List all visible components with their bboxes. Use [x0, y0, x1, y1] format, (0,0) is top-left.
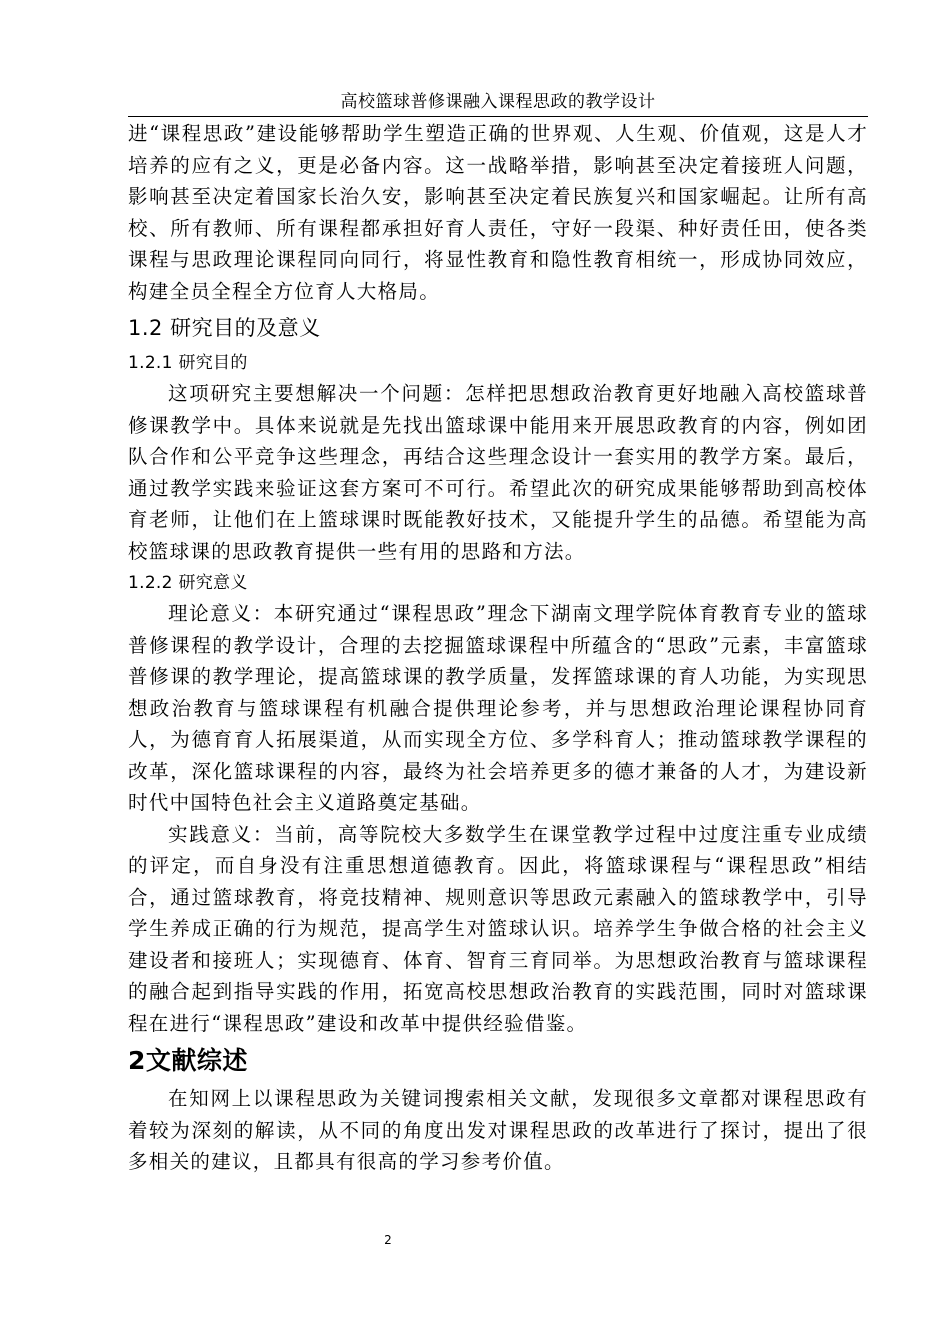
- section-heading-1-2: 1.2 研究目的及意义: [128, 316, 321, 340]
- page-body: [128, 118, 868, 1178]
- paragraph-practical-significance: 实践意义：当前，高等院校大多数学生在课堂教学过程中过度注重专业成绩的评定，而自身没有注重思想道德教育。因此，将篮球课程与“课程思政”相结合，通过篮球教育，将竞技精神、规则意识等思政元素融入的篮球教学中，引导学生养成正确的行为规范，提高学生对篮球认识。培养学生争做合格的社会主义建设者和接班人；实现德育、体育、智育三育同举。为思想政治教育与篮球课程的融合起到指导实践的作用，拓宽高校思想政治教育的实践范围，同时对篮球课程在进行“课程思政”建设和改革中提供经验借鉴。: [128, 822, 868, 1035]
- header-rule: [128, 116, 868, 117]
- paragraph-continuation: 进“课程思政”建设能够帮助学生塑造正确的世界观、人生观、价值观，这是人才培养的应有之义，更是必备内容。这一战略举措，影响甚至决定着接班人问题，影响甚至决定着国家长治久安，影响甚至决定着民族复兴和国家崛起。让所有高校、所有教师、所有课程都承担好育人责任，守好一段渠、种好责任田，使各类课程与思政理论课程同向同行，将显性教育和隐性教育相统一，形成协同效应，构建全员全程全方位育人大格局。: [128, 122, 868, 303]
- page-number: 2: [384, 1233, 392, 1247]
- subsection-heading-1-2-1: 1.2.1 研究目的: [128, 353, 248, 373]
- paragraph-theoretical-significance: 理论意义：本研究通过“课程思政”理念下湖南文理学院体育教育专业的篮球普修课程的教学设计，合理的去挖掘篮球课程中所蕴含的“思政”元素，丰富篮球普修课的教学理论，提高篮球课的教学质量，发挥篮球课的育人功能，为实现思想政治教育与篮球课程有机融合提供理论参考，并与思想政治理论课程协同育人，为德育育人拓展渠道，从而实现全方位、多学科育人；推动篮球教学课程的改革，深化篮球课程的内容，最终为社会培养更多的德才兼备的人才，为建设新时代中国特色社会主义道路奠定基础。: [128, 602, 868, 814]
- paragraph-research-purpose: 这项研究主要想解决一个问题：怎样把思想政治教育更好地融入高校篮球普修课教学中。具体来说就是先找出篮球课中能用来开展思政教育的内容，例如团队合作和公平竞争这些理念，再结合这些理念设计一套实用的教学方案。最后，通过教学实践来验证这套方案可不可行。希望此次的研究成果能够帮助到高校体育老师，让他们在上篮球课时既能教好技术，又能提升学生的品德。希望能为高校篮球课的思政教育提供一些有用的思路和方法。: [128, 382, 868, 563]
- subsection-heading-1-2-2: 1.2.2 研究意义: [128, 573, 248, 593]
- paragraph-literature-review: 在知网上以课程思政为关键词搜索相关文献，发现很多文章都对课程思政有着较为深刻的解读，从不同的角度出发对课程思政的改革进行了探讨，提出了很多相关的建议，且都具有很高的学习参考价值。: [128, 1087, 868, 1173]
- chapter-heading-2: 2文献综述: [128, 1046, 248, 1075]
- running-header: 高校篮球普修课融入课程思政的教学设计: [340, 92, 656, 112]
